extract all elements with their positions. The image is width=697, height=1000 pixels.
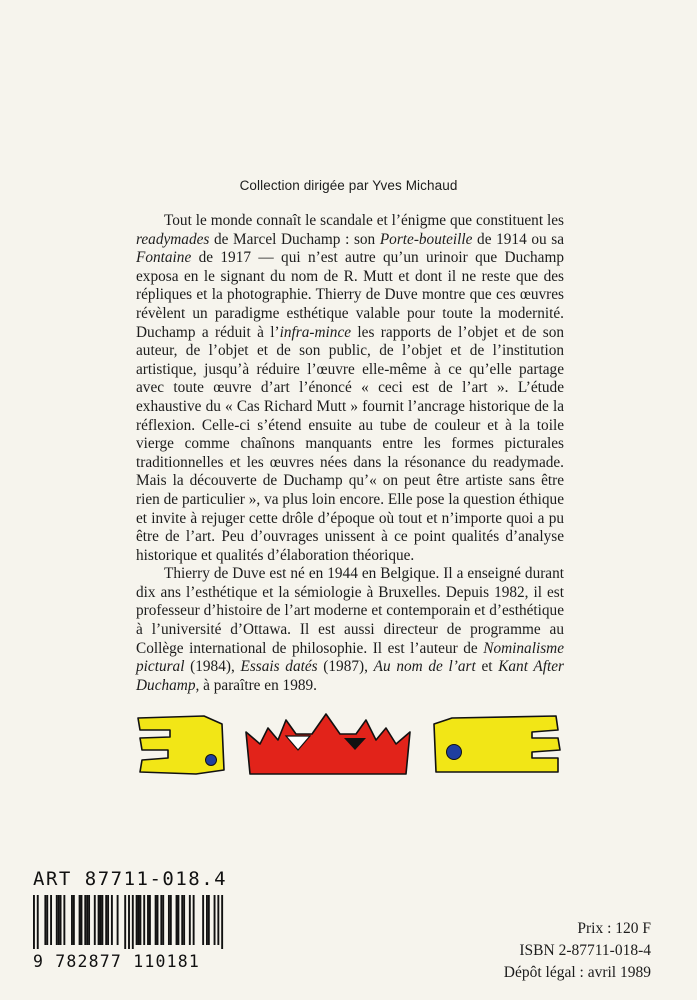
barcode-bar (202, 895, 204, 945)
text-run: de 1917 — qui n’est autre qu’un urinoir que Duchamp exposa en le signant du nom de R. Mutt et dont il ne reste que des répliques et la photographie. Thierry de Duve montre que ces œuvres révèlent un paradigme esthétique valable pour toute la modernité. Duchamp a réduit à l’ (136, 249, 564, 341)
barcode-bar (117, 895, 119, 945)
barcode-bar (56, 895, 58, 945)
barcode-bar (37, 895, 39, 949)
italic-text: Porte-bouteille (379, 230, 473, 248)
text-run: Thierry de Duve est né en 1944 en Belgique. Il a enseigné durant dix ans l’esthétique et la sémiologie à Bruxelles. Depuis 1982, il est professeur d’histoire de l’art moderne et contemporain et d’esthétique à l’université d’Ottawa. Il est aussi directeur de programme au Collège international de philosophie. Il est l’auteur de (136, 565, 564, 657)
barcode-bar (88, 895, 90, 945)
price: Prix : 120 F (577, 920, 651, 937)
barcode-bar (84, 895, 86, 945)
barcode-bar (46, 895, 48, 945)
barcode-bar (98, 895, 100, 945)
italic-text: Essais datés (240, 658, 318, 676)
barcode-bar (79, 895, 81, 945)
italic-text: infra-mince (279, 323, 352, 341)
decorative-motif (134, 710, 564, 780)
barcode-bar (193, 895, 195, 945)
barcode-bar (221, 895, 223, 949)
barcode-bar (208, 895, 210, 945)
barcode-bar (60, 895, 62, 945)
barcode-bar (168, 895, 170, 945)
text-run: à paraître en 1989. (199, 676, 317, 694)
barcode (33, 895, 225, 949)
text-run: et (475, 658, 499, 676)
barcode-bar (138, 895, 140, 945)
legal-deposit: Dépôt légal : avril 1989 (503, 964, 651, 981)
isbn-code: ART 87711-018.4 (33, 868, 228, 890)
barcode-bar (162, 895, 164, 945)
barcode-bar (136, 895, 138, 945)
italic-text: Au nom de l’art (373, 658, 476, 676)
italic-text: readymades (136, 230, 210, 248)
barcode-bar (160, 895, 162, 945)
blue-dot-left (206, 755, 217, 766)
barcode-bar (111, 895, 113, 945)
barcode-bar (71, 895, 73, 945)
text-run: de 1914 ou sa (472, 230, 564, 248)
barcode-bar (206, 895, 208, 945)
barcode-bar (149, 895, 151, 945)
barcode-digits: 9 782877 110181 (33, 952, 201, 971)
barcode-bar (139, 895, 141, 945)
barcode-bar (33, 895, 35, 949)
barcode-bar (94, 895, 96, 945)
text-run: (1987), (317, 658, 374, 676)
barcode-bar (86, 895, 88, 945)
barcode-bar (147, 895, 149, 945)
barcode-bar (181, 895, 183, 945)
barcode-bar (143, 895, 145, 945)
barcode-bar (105, 895, 107, 945)
text-run: les rapports de l’objet et de son auteur, de l’objet et de son public, de l’objet et de l’institution artistique, jusqu’à réduire l’œuvre elle-même à ce qu’elle partage avec toute œuvre d’art l’énoncé « ceci est de l’art ». L’étude exhaustive du « Cas Richard Mutt » fournit l’ancrage historique de la réflexion. Celle-ci s’étend ensuite au tube de couleur et à la toile vierge comme chaînons manquants entre les formes picturales traditionnelles et les œuvres nées dans la résonance du readymade. Mais la découverte de Duchamp qu’« on peut être artiste sans être rien de particulier », va plus loin encore. Elle pose la question éthique et invite à rejuger cette drôle d’époque où tout et n’importe quoi a pu être de l’art. Peu d’ouvrages unissent à ce point qualités d’analyse historique et qualités d’élaboration théorique. (136, 323, 565, 564)
paragraph-summary (136, 212, 564, 565)
text-run: Tout le monde connaît le scandale et l’énigme que constituent les (164, 212, 564, 229)
yellow-comb-right (434, 716, 560, 772)
barcode-bar (101, 895, 103, 945)
barcode-bar (58, 895, 60, 945)
barcode-bar (189, 895, 191, 945)
blue-dot-right (447, 745, 462, 760)
barcode-bar (170, 895, 172, 945)
text-run: de Marcel Duchamp : son (209, 230, 380, 248)
barcode-bar (63, 895, 65, 945)
barcode-bar (214, 895, 216, 945)
red-crown (246, 714, 410, 774)
barcode-bar (81, 895, 83, 945)
description-text (136, 212, 564, 695)
collection-line: Collection dirigée par Yves Michaud (239, 178, 458, 193)
barcode-bar (157, 895, 159, 945)
barcode-bar (217, 895, 219, 945)
barcode-bar (155, 895, 157, 945)
barcode-bar (44, 895, 46, 945)
barcode-bar (124, 895, 126, 949)
italic-text: Nominalisme pictural (136, 639, 564, 676)
barcode-bar (50, 895, 52, 945)
isbn-number: ISBN 2-87711-018-4 (519, 942, 651, 959)
barcode-bar (177, 895, 179, 945)
italic-text: Kant After Duchamp, (136, 658, 564, 694)
barcode-bar (128, 895, 130, 949)
italic-text: Fontaine (136, 249, 192, 267)
text-run: (1984), (184, 658, 241, 676)
publication-info (504, 918, 651, 984)
barcode-bar (100, 895, 102, 945)
barcode-bar (132, 895, 134, 949)
barcode-bar (183, 895, 185, 945)
barcode-bar (107, 895, 109, 945)
paragraph-author-bio (136, 565, 564, 695)
barcode-bar (176, 895, 178, 945)
barcode-bar (73, 895, 75, 945)
